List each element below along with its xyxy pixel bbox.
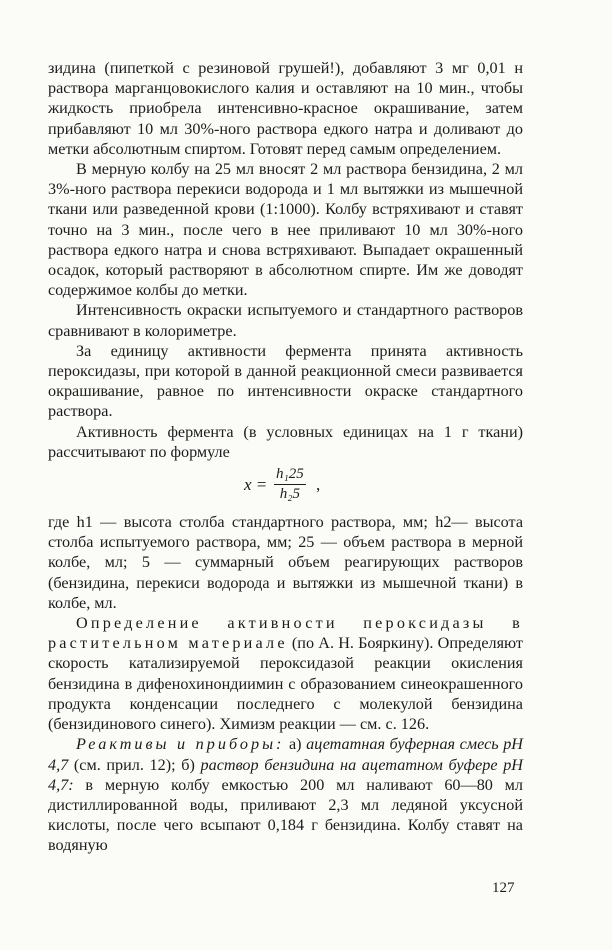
paragraph-7-text: (по А. Н. Бояркину). Определяют скорость катализируемой пероксидазой реакции окисления бензидина в дифенохинондиимин с образованием синеокрашенного продукта конденсации последнего с молекулой бензидина (бензидинового синего). Химизм реакции — см. с. 126.: [48, 634, 523, 734]
reagents-heading: Реактивы и приборы:: [76, 735, 285, 754]
formula: [48, 462, 523, 512]
paragraph-4: За единицу активности фермента принята активность пероксидазы, при которой в данной реакционной смеси развивается окрашивание, равное по интенсивности окраске стандартного раствора.: [48, 341, 523, 421]
formula-lhs: x =: [244, 475, 268, 495]
section-heading-peroxidase: Определение активности пероксидазы в растительном материале: [48, 614, 523, 653]
reagent-b-marker: (см. прил. 12); б): [68, 755, 201, 774]
formula-denominator: h₂5: [279, 486, 300, 503]
paragraph-6: где h1 — высота столба стандартного раствора, мм; h2— высота столба испытуемого раствора, мм; 25 — объем раствора в мерной колбе, мл; 5 — суммарный объем реагирующих растворов (бензидина, перекиси водорода и вытяжки из мышечной ткани) в колбе, мл.: [48, 513, 523, 612]
formula-numerator: h₁25: [274, 465, 306, 485]
paragraph-2: В мерную колбу на 25 мл вносят 2 мл раствора бензидина, 2 мл 3%-ного раствора перекиси водорода и 1 мл вытяжки из мышечной ткани или разведенной крови (1:1000). Колбу встряхивают и ставят точно на 3 мин., после чего в нее приливают 10 мл 30%-ного раствора едкого натра и снова встряхивают. Выпадает окрашенный осадок, который растворяют в абсолютном спирте. Им же доводят содержимое колбы до метки.: [48, 160, 523, 300]
paragraph-3: Интенсивность окраски испытуемого и стандартного растворов сравнивают в колориметре.: [48, 301, 523, 340]
paragraph-5: Активность фермента (в условных единицах на 1 г ткани) рассчитывают по формуле: [48, 422, 523, 461]
body-text: [48, 58, 523, 856]
paragraph-8-text: в мерную колбу емкостью 200 мл наливают 60—80 мл дистиллированной воды, приливают 2,3 мл ледяной уксусной кислоты, после чего всыпают 0,184 г бензидина. Колбу ставят на водяную: [48, 775, 523, 855]
paragraph-8: [48, 734, 523, 855]
page-number: 127: [492, 880, 515, 896]
reagent-a-marker: а): [284, 735, 307, 754]
formula-fraction: [274, 465, 306, 503]
paragraph-7: [48, 613, 523, 734]
reagent-b: раствор бензидина на ацетатном буфере pH 4,7:: [48, 755, 523, 794]
paragraph-1: зидина (пипеткой с резиновой грушей!), добавляют 3 мг 0,01 н раствора марганцовокислого калия и оставляют на 10 мин., чтобы жидкость приобрела интенсивно-красное окрашивание, затем прибавляют 10 мл 30%-ного раствора едкого натра и доливают до метки абсолютным спиртом. Готовят перед самым определением.: [48, 59, 523, 158]
reagent-a: ацетатная буферная смесь pH 4,7: [48, 735, 523, 774]
formula-comma: ,: [316, 475, 321, 495]
